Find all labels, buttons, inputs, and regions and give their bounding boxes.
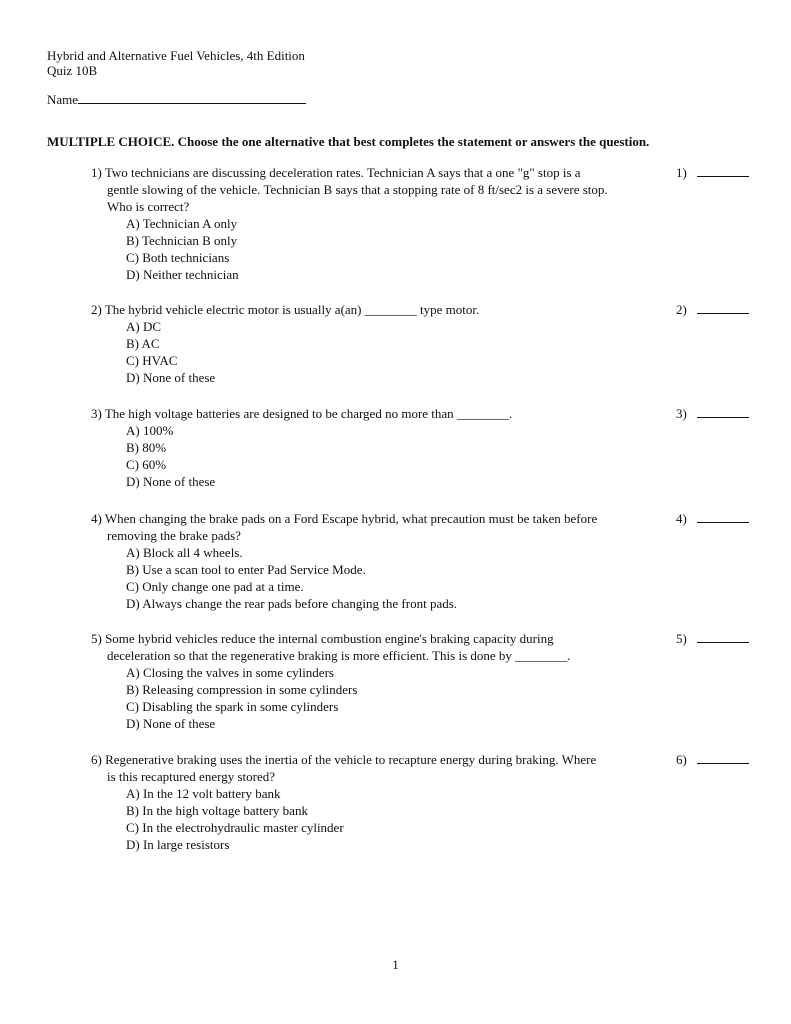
option-d: D) In large resistors (126, 837, 230, 852)
option-a: A) In the 12 volt battery bank (126, 786, 281, 801)
question-text (91, 630, 656, 664)
question-text (91, 510, 656, 544)
option-c: C) 60% (126, 457, 167, 472)
answer-slot (676, 751, 749, 768)
question-line: 2) The hybrid vehicle electric motor is usually a(an) ________ type motor. (91, 302, 480, 317)
answer-label: 5) (676, 631, 687, 646)
question-line: gentle slowing of the vehicle. Technician B says that a stopping rate of 8 ft/sec2 is a severe stop. (107, 182, 608, 197)
option-b: B) Technician B only (126, 233, 238, 248)
answer-label: 2) (676, 302, 687, 317)
question-line: 1) Two technicians are discussing deceleration rates. Technician A says that a one "g" stop is a (91, 165, 581, 180)
question-line: removing the brake pads? (107, 528, 241, 543)
options-list (91, 215, 771, 283)
option-a: A) DC (126, 319, 162, 334)
answer-slot (676, 510, 749, 527)
answer-blank (697, 631, 749, 643)
quiz-title: Quiz 10B (47, 63, 98, 78)
answer-label: 6) (676, 752, 687, 767)
option-b: B) 80% (126, 440, 167, 455)
answer-slot (676, 164, 749, 181)
question-line: 5) Some hybrid vehicles reduce the internal combustion engine's braking capacity during (91, 631, 554, 646)
option-b: B) In the high voltage battery bank (126, 803, 308, 818)
question-text (91, 405, 656, 422)
document-header (47, 48, 305, 78)
answer-slot (676, 630, 749, 647)
question-2 (91, 301, 771, 386)
question-3 (91, 405, 771, 490)
answer-label: 1) (676, 165, 687, 180)
question-line: deceleration so that the regenerative braking is more efficient. This is done by ________. (107, 648, 571, 663)
option-d: D) None of these (126, 370, 216, 385)
option-c: C) Both technicians (126, 250, 230, 265)
page-number: 1 (392, 957, 399, 972)
option-b: B) Use a scan tool to enter Pad Service Mode. (126, 562, 366, 577)
name-blank-line (78, 92, 306, 104)
question-line: 4) When changing the brake pads on a Ford Escape hybrid, what precaution must be taken before (91, 511, 598, 526)
question-1 (91, 164, 771, 283)
option-b: B) Releasing compression in some cylinders (126, 682, 358, 697)
answer-blank (697, 302, 749, 314)
option-b: B) AC (126, 336, 160, 351)
option-c: C) Only change one pad at a time. (126, 579, 304, 594)
option-d: D) None of these (126, 474, 216, 489)
option-d: D) Neither technician (126, 267, 239, 282)
option-a: A) Technician A only (126, 216, 238, 231)
question-text (91, 751, 656, 785)
question-line: Who is correct? (107, 199, 190, 214)
options-list (91, 785, 771, 853)
options-list (91, 544, 771, 612)
answer-blank (697, 752, 749, 764)
option-c: C) HVAC (126, 353, 178, 368)
name-label: Name (47, 92, 79, 107)
option-d: D) None of these (126, 716, 216, 731)
answer-label: 3) (676, 406, 687, 421)
options-list (91, 318, 771, 386)
question-5 (91, 630, 771, 732)
option-a: A) 100% (126, 423, 174, 438)
option-a: A) Closing the valves in some cylinders (126, 665, 334, 680)
name-field (47, 92, 306, 107)
answer-blank (697, 165, 749, 177)
answer-blank (697, 511, 749, 523)
question-text (91, 164, 656, 215)
option-c: C) In the electrohydraulic master cylinder (126, 820, 344, 835)
answer-label: 4) (676, 511, 687, 526)
instructions: MULTIPLE CHOICE. Choose the one alternative that best completes the statement or answers the question. (47, 134, 650, 149)
answer-slot (676, 301, 749, 318)
question-4 (91, 510, 771, 612)
answer-blank (697, 406, 749, 418)
question-text (91, 301, 656, 318)
options-list (91, 422, 771, 490)
question-line: is this recaptured energy stored? (107, 769, 275, 784)
option-c: C) Disabling the spark in some cylinders (126, 699, 339, 714)
course-title: Hybrid and Alternative Fuel Vehicles, 4th Edition (47, 48, 305, 63)
question-line: 3) The high voltage batteries are designed to be charged no more than ________. (91, 406, 513, 421)
answer-slot (676, 405, 749, 422)
option-d: D) Always change the rear pads before changing the front pads. (126, 596, 458, 611)
option-a: A) Block all 4 wheels. (126, 545, 243, 560)
question-line: 6) Regenerative braking uses the inertia of the vehicle to recapture energy during braking. Where (91, 752, 597, 767)
options-list (91, 664, 771, 732)
question-6 (91, 751, 771, 853)
